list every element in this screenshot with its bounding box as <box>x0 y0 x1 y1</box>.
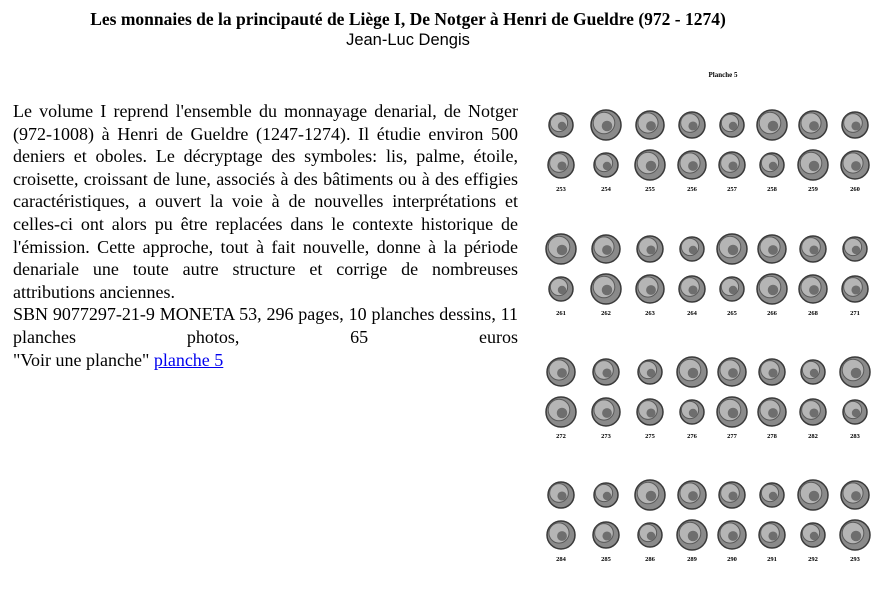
coin-number-label: 292 <box>808 556 818 563</box>
coin-number-label: 265 <box>727 310 737 317</box>
coin-plate-image <box>538 64 878 584</box>
coin-image <box>840 357 870 387</box>
page-title: Les monnaies de la principauté de Liège I, De Notger à Henri de Gueldre (972 - 1274) <box>90 9 726 29</box>
coin-number-label: 257 <box>727 186 737 193</box>
coin-image <box>638 360 662 384</box>
coin-image <box>678 151 706 179</box>
coin-number-label: 276 <box>687 433 697 440</box>
coin-number-label: 293 <box>850 556 860 563</box>
view-plate-line <box>13 349 518 372</box>
coin-image <box>678 481 706 509</box>
coin-image <box>798 480 828 510</box>
coin-image <box>801 360 825 384</box>
coin-number-label: 254 <box>601 186 611 193</box>
coin-plate-svg <box>538 64 878 584</box>
coin-image <box>547 521 575 549</box>
coin-number-label: 283 <box>850 433 860 440</box>
coin-image <box>759 522 785 548</box>
coin-image <box>799 111 827 139</box>
publication-details: SBN 9077297-21-9 MONETA 53, 296 pages, 10 planches dessins, 11 planches photos, 65 euros <box>13 304 518 347</box>
plate-5-link[interactable]: planche 5 <box>153 349 224 370</box>
coin-image <box>546 397 576 427</box>
coin-image <box>547 358 575 386</box>
coin-image <box>593 522 619 548</box>
coin-image <box>840 520 870 550</box>
coin-number-label: 271 <box>850 310 860 317</box>
coin-image <box>760 483 784 507</box>
coin-number-label: 286 <box>645 556 655 563</box>
coin-number-label: 285 <box>601 556 611 563</box>
coin-image <box>591 274 621 304</box>
coin-number-label: 253 <box>556 186 566 193</box>
description-block <box>13 100 518 371</box>
coin-number-label: 266 <box>767 310 777 317</box>
coin-number-label: 289 <box>687 556 697 563</box>
coin-number-label: 282 <box>808 433 818 440</box>
coin-image <box>548 482 574 508</box>
coin-image <box>841 151 869 179</box>
coin-number-label: 268 <box>808 310 818 317</box>
coin-image <box>757 274 787 304</box>
coin-image <box>717 397 747 427</box>
coin-image <box>679 276 705 302</box>
coin-image <box>591 110 621 140</box>
coin-image <box>677 520 707 550</box>
coin-image <box>549 277 573 301</box>
coin-number-label: 256 <box>687 186 697 193</box>
coin-image <box>592 398 620 426</box>
coin-number-label: 263 <box>645 310 655 317</box>
coin-image <box>757 110 787 140</box>
coin-number-label: 272 <box>556 433 566 440</box>
coin-number-label: 261 <box>556 310 566 317</box>
coin-number-label: 273 <box>601 433 611 440</box>
coin-number-label: 291 <box>767 556 777 563</box>
coin-number-label: 284 <box>556 556 566 563</box>
plate-title: Planche 5 <box>708 71 738 79</box>
coin-image <box>594 483 618 507</box>
coin-image <box>843 237 867 261</box>
coin-image <box>635 150 665 180</box>
coin-number-label: 277 <box>727 433 737 440</box>
coin-image <box>680 237 704 261</box>
coin-image <box>546 234 576 264</box>
coin-image <box>719 482 745 508</box>
coin-image <box>758 398 786 426</box>
coin-image <box>679 112 705 138</box>
coin-number-label: 278 <box>767 433 777 440</box>
coin-image <box>637 236 663 262</box>
coin-number-label: 290 <box>727 556 737 563</box>
coin-image <box>720 113 744 137</box>
coin-image <box>843 400 867 424</box>
coin-image <box>718 358 746 386</box>
coin-image <box>680 400 704 424</box>
coin-image <box>842 112 868 138</box>
author-name: Jean-Luc Dengis <box>346 31 470 49</box>
coin-number-label: 260 <box>850 186 860 193</box>
coin-number-label: 259 <box>808 186 818 193</box>
coin-image <box>635 480 665 510</box>
coin-image <box>759 359 785 385</box>
coin-image <box>636 275 664 303</box>
coin-image <box>720 277 744 301</box>
coin-image <box>801 523 825 547</box>
coin-number-label: 275 <box>645 433 655 440</box>
coin-image <box>799 275 827 303</box>
coin-image <box>593 359 619 385</box>
coin-image <box>717 234 747 264</box>
view-plate-label: "Voir une planche" <box>13 349 154 370</box>
coin-number-label: 262 <box>601 310 611 317</box>
coin-image <box>637 399 663 425</box>
coin-number-label: 258 <box>767 186 777 193</box>
coin-image <box>549 113 573 137</box>
coin-image <box>798 150 828 180</box>
coin-image <box>677 357 707 387</box>
coin-image <box>719 152 745 178</box>
coin-image <box>760 153 784 177</box>
coin-image <box>592 235 620 263</box>
coin-image <box>758 235 786 263</box>
coin-image <box>800 399 826 425</box>
description-paragraph: Le volume I reprend l'ensemble du monnayage denarial, de Notger (972-1008) à Henri de Gueldre (1247-1274). Il étudie environ 500 deniers et oboles. Le décryptage des symboles: lis, palme, étoile, croisette, croissant de lune, associés à des bâtiments ou à des effigies caractéristiques, a ouvert la voie à de nouvelles interprétations et celles-ci ont alors pu être replacées dans le contexte historique de l'émission. Cette approche, tout à fait nouvelle, donne à la période denariale une toute autre structure et corrige de nombreuses attributions anciennes. <box>13 101 518 302</box>
coin-image <box>594 153 618 177</box>
coin-image <box>638 523 662 547</box>
coin-image <box>718 521 746 549</box>
coin-number-label: 255 <box>645 186 655 193</box>
coin-image <box>842 276 868 302</box>
coin-image <box>841 481 869 509</box>
coin-image <box>800 236 826 262</box>
coin-image <box>636 111 664 139</box>
coin-image <box>548 152 574 178</box>
coin-number-label: 264 <box>687 310 697 317</box>
